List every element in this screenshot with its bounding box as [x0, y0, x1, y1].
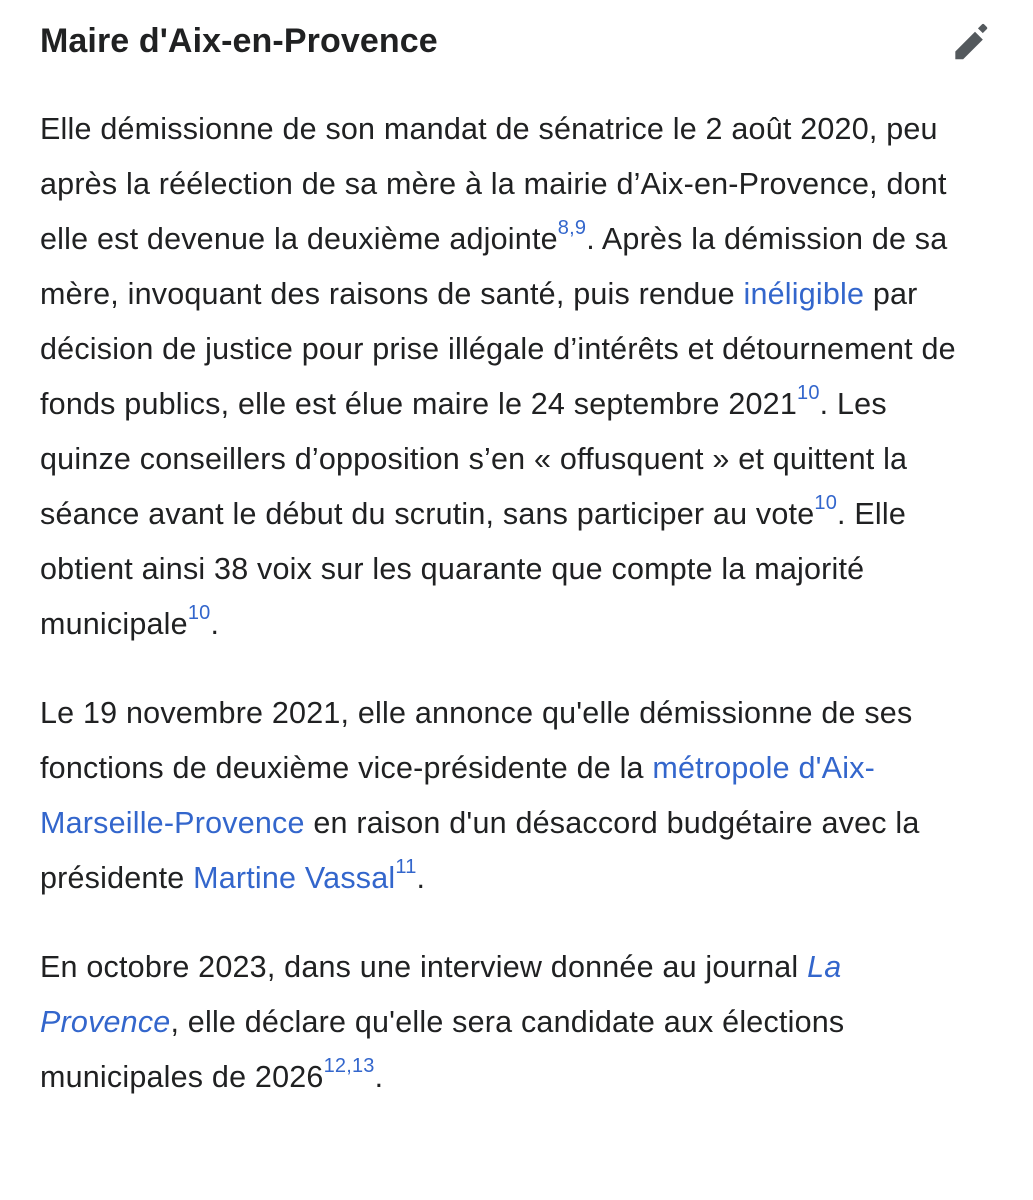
reference-8-9[interactable]: 8,9 [557, 217, 587, 239]
p2-text-3: . [416, 861, 426, 895]
section-header [40, 18, 995, 70]
reference-10[interactable]: 10 [814, 492, 838, 514]
p1-text-6: . [210, 607, 220, 641]
p1-text-2: . Après la démission de sa mère, invoquant des raisons de santé, puis rendue [40, 222, 948, 311]
paragraph-resignation [40, 686, 985, 906]
p3-text-1: En octobre 2023, dans une interview donnée au journal [40, 950, 808, 984]
pencil-icon[interactable] [949, 22, 993, 66]
p2-text-2: en raison d'un désaccord budgétaire avec la présidente [40, 806, 920, 895]
reference-10[interactable]: 10 [797, 382, 820, 404]
paragraph-mayor [40, 102, 985, 652]
paragraph-candidacy [40, 940, 985, 1105]
link-metropole[interactable]: métropole d'Aix-Marseille-Provence [40, 751, 876, 840]
p2-text-1: Le 19 novembre 2021, elle annonce qu'elle démissionne de ses fonctions de deuxième vice-présidente de la [40, 696, 913, 785]
reference-11[interactable]: 11 [395, 856, 417, 878]
p3-text-3: . [374, 1060, 384, 1094]
link-la-provence[interactable]: La Provence [40, 950, 842, 1039]
article-content [40, 102, 985, 1105]
link-martine-vassal[interactable]: Martine Vassal [193, 861, 396, 895]
p1-text-4: . Les quinze conseillers d’opposition s’en « offusquent » et quittent la séance avant le début du scrutin, sans participer au vote [40, 387, 908, 531]
reference-10[interactable]: 10 [187, 602, 211, 624]
link-ineligible[interactable]: inéligible [743, 277, 865, 311]
p3-text-2: , elle déclare qu'elle sera candidate aux élections municipales de 2026 [40, 1005, 845, 1094]
p1-text-5: . Elle obtient ainsi 38 voix sur les quarante que compte la majorité municipale [40, 497, 907, 641]
p1-text-1: Elle démissionne de son mandat de sénatrice le 2 août 2020, peu après la réélection de sa mère à la mairie d’Aix-en-Provence, dont elle est devenue la deuxième adjointe [40, 112, 947, 256]
p1-text-3: par décision de justice pour prise illégale d’intérêts et détournement de fonds publics, elle est élue maire le 24 septembre 2021 [40, 277, 956, 421]
section-title: Maire d'Aix-en-Provence [40, 22, 438, 60]
reference-12-13[interactable]: 12,13 [323, 1055, 375, 1077]
